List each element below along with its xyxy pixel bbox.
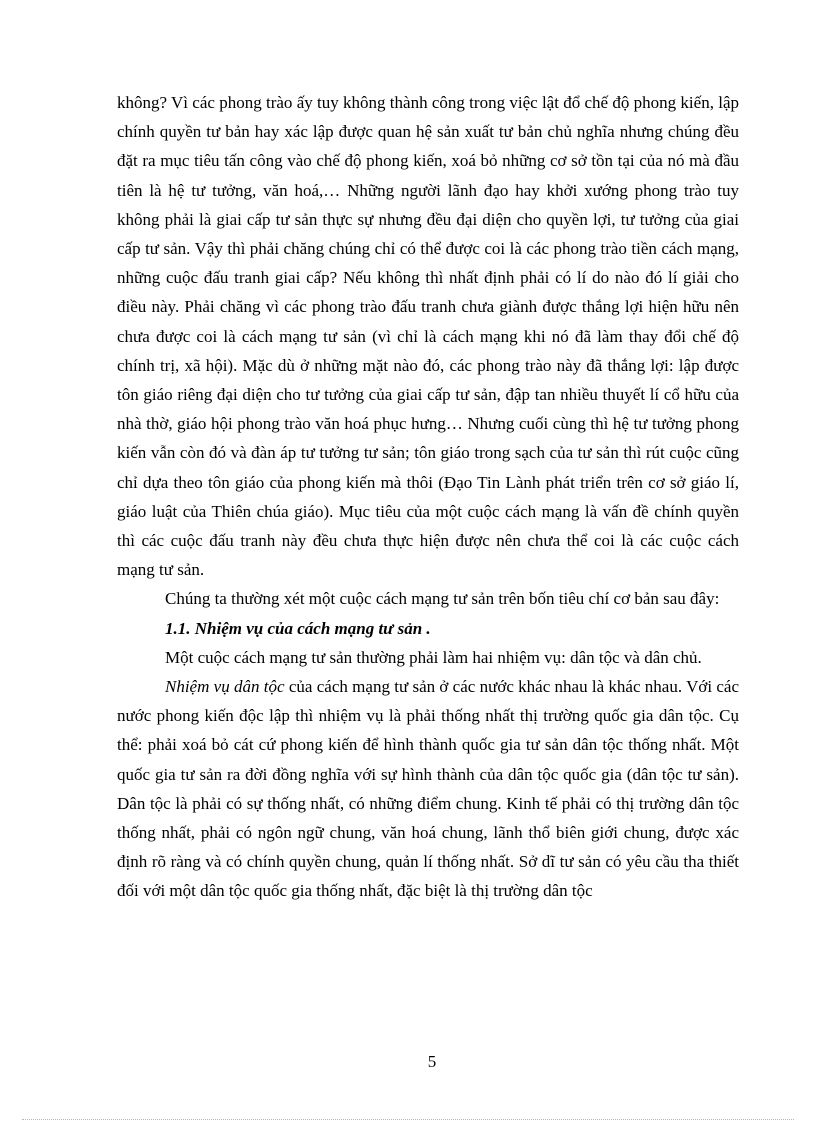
- page-number: 5: [427, 1052, 437, 1071]
- footer-divider: [22, 1119, 794, 1120]
- paragraph-continuation: không? Vì các phong trào ấy tuy không thành công trong việc lật đổ chế độ phong kiến, lập chính quyền tư bản hay xác lập được quan hệ sản xuất tư bản chủ nghĩa nhưng chúng đều đặt ra mục tiêu tấn công vào chế độ phong kiến, xoá bỏ những cơ sở tồn tại của nó mà đầu tiên là hệ tư tưởng, văn hoá,… Những người lãnh đạo hay khởi xướng phong trào tuy không phải là giai cấp tư sản thực sự nhưng đều đại diện cho quyền lợi, tư tưởng của giai cấp tư sản. Vậy thì phải chăng chúng chỉ có thể được coi là các phong trào tiền cách mạng, những cuộc đấu tranh giai cấp? Nếu không thì nhất định phải có lí do nào đó lí giải cho điều này. Phải chăng vì các phong trào đấu tranh chưa giành được thắng lợi hiện hữu nên chưa được coi là cách mạng tư sản (vì chỉ là cách mạng khi nó đã làm thay đổi chế độ chính trị, xã hội). Mặc dù ở những mặt nào đó, các phong trào này đã thắng lợi: lập được tôn giáo riêng đại diện cho tư tưởng của giai cấp tư sản, đập tan nhiều thuyết lí cổ hữu của nhà thờ, giáo hội phong trào văn hoá phục hưng… Nhưng cuối cùng thì hệ tư tưởng phong kiến vẫn còn đó và đàn áp tư tưởng tư sản; tôn giáo trong sạch của tư sản thì rút cuộc cũng chỉ dựa theo tôn giáo của phong kiến mà thôi (Đạo Tin Lành phát triển trên cơ sở giáo lí, giáo luật của Thiên chúa giáo). Mục tiêu của một cuộc cách mạng là vấn đề chính quyền thì các cuộc đấu tranh này đều chưa thực hiện được nên chưa thể coi là các cuộc cách mạng tư sản.: [117, 93, 739, 580]
- term-national-task: Nhiệm vụ dân tộc: [165, 677, 285, 697]
- paragraph-criteria-intro: Chúng ta thường xét một cuộc cách mạng tư sản trên bốn tiêu chí cơ bản sau đây:: [165, 589, 720, 609]
- body-text: [117, 88, 739, 906]
- paragraph-national-task-text: của cách mạng tư sản ở các nước khác nhau là khác nhau. Với các nước phong kiến độc lập thì nhiệm vụ là phải thống nhất thị trường quốc gia dân tộc. Cụ thể: phải xoá bỏ cát cứ phong kiến để hình thành quốc gia tư sản dân tộc thống nhất. Một quốc gia tư sản ra đời đồng nghĩa với sự hình thành của dân tộc quốc gia (dân tộc tư sản). Dân tộc là phải có sự thống nhất, có những điểm chung. Kinh tế phải có thị trường dân tộc thống nhất, phải có ngôn ngữ chung, văn hoá chung, lãnh thổ biên giới chung, được xác định rõ ràng và có chính quyền chung, quản lí thống nhất. Sở dĩ tư sản có yêu cầu tha thiết đối với một dân tộc quốc gia thống nhất, đặc biệt là thị trường dân tộc: [117, 677, 739, 901]
- paragraph-national-task: [117, 672, 739, 906]
- section-heading: 1.1. Nhiệm vụ của cách mạng tư sản .: [165, 618, 431, 638]
- paragraph-two-tasks: Một cuộc cách mạng tư sản thường phải làm hai nhiệm vụ: dân tộc và dân chủ.: [165, 647, 702, 667]
